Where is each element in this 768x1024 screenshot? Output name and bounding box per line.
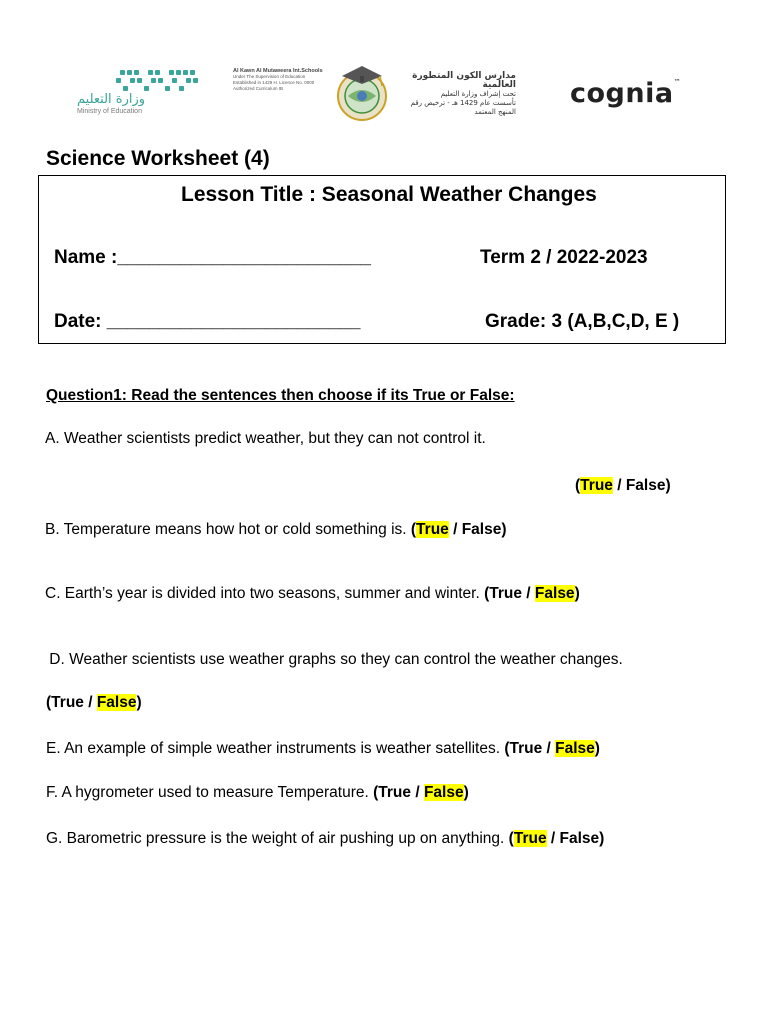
question-item-c: C. Earth’s year is divided into two seasons, summer and winter. (True / False) [45,585,580,602]
ministry-name-en: Ministry of Education [77,108,142,115]
school-en-line: Under The Supervision of Education [233,74,306,79]
answer-a: (True / False) [575,477,671,494]
date-field: Date: ________________________ [54,311,361,332]
answer-f: (True / False) [373,784,469,801]
question-item-a: A. Weather scientists predict weather, but they can not control it. [45,430,486,447]
answer-false-highlighted: False [534,585,575,602]
answer-true-highlighted: True [580,477,613,494]
cognia-logo [570,78,681,109]
school-name-ar-block [392,72,516,117]
trademark-mark: ™ [673,78,682,86]
school-ar-line: المنهج المعتمد [474,108,516,116]
term-label: Term 2 / 2022-2023 [480,247,648,268]
answer-true-highlighted: True [416,521,449,538]
answer-true: True [489,585,522,602]
answer-g: (True / False) [508,830,605,847]
worksheet-title: Science Worksheet (4) [46,147,270,170]
school-name-en-block [233,68,325,92]
answer-false: False [461,521,502,538]
name-field: Name :________________________ [54,247,371,268]
answer-true-highlighted: True [513,830,547,847]
answer-d: (True / False) [46,694,142,711]
answer-true: True [51,694,84,711]
answer-c: (True / False) [484,585,580,602]
question-item-g: G. Barometric pressure is the weight of air pushing up on anything. (True / False) [46,830,605,847]
lesson-title: Lesson Title : Seasonal Weather Changes [181,183,597,206]
answer-false: False [559,830,600,847]
school-name-en: Al Kawn Al Mutaweera Int.Schools [233,68,323,74]
ministry-name-ar: وزارة التعليم [77,92,146,107]
answer-true: True [378,784,412,801]
answer-b: (True / False) [410,521,507,538]
school-crest-icon [334,64,390,122]
answer-false: False [625,477,666,494]
question-item-f: F. A hygrometer used to measure Temperature. (True / False) [46,784,469,801]
school-en-line: Established in 1429 H. Licence No. 0000 [233,80,315,85]
grade-label: Grade: 3 (A,B,C,D, E ) [485,311,680,332]
answer-e: (True / False) [504,740,600,757]
question1-heading: Question1: Read the sentences then choose if its True or False: [46,387,515,404]
question-item-d: D. Weather scientists use weather graphs so they can control the weather changes. [45,651,623,668]
cognia-logo-text: cognia [570,78,674,109]
answer-false-highlighted: False [423,784,464,801]
question-item-e: E. An example of simple weather instruments is weather satellites. (True / False) [46,740,600,757]
school-ar-line: تأسست عام 1429 هـ - ترخيص رقم [410,99,516,107]
question-item-b: B. Temperature means how hot or cold something is. (True / False) [45,521,507,538]
school-name-ar: مدارس الكون المتطورة العالمية [412,71,516,90]
answer-true: True [509,740,543,757]
school-ar-line: تحت إشراف وزارة التعليم [440,90,516,98]
answer-false-highlighted: False [555,740,595,757]
answer-false-highlighted: False [96,694,137,711]
school-en-line: Authorized Curriculum IB [233,86,284,91]
